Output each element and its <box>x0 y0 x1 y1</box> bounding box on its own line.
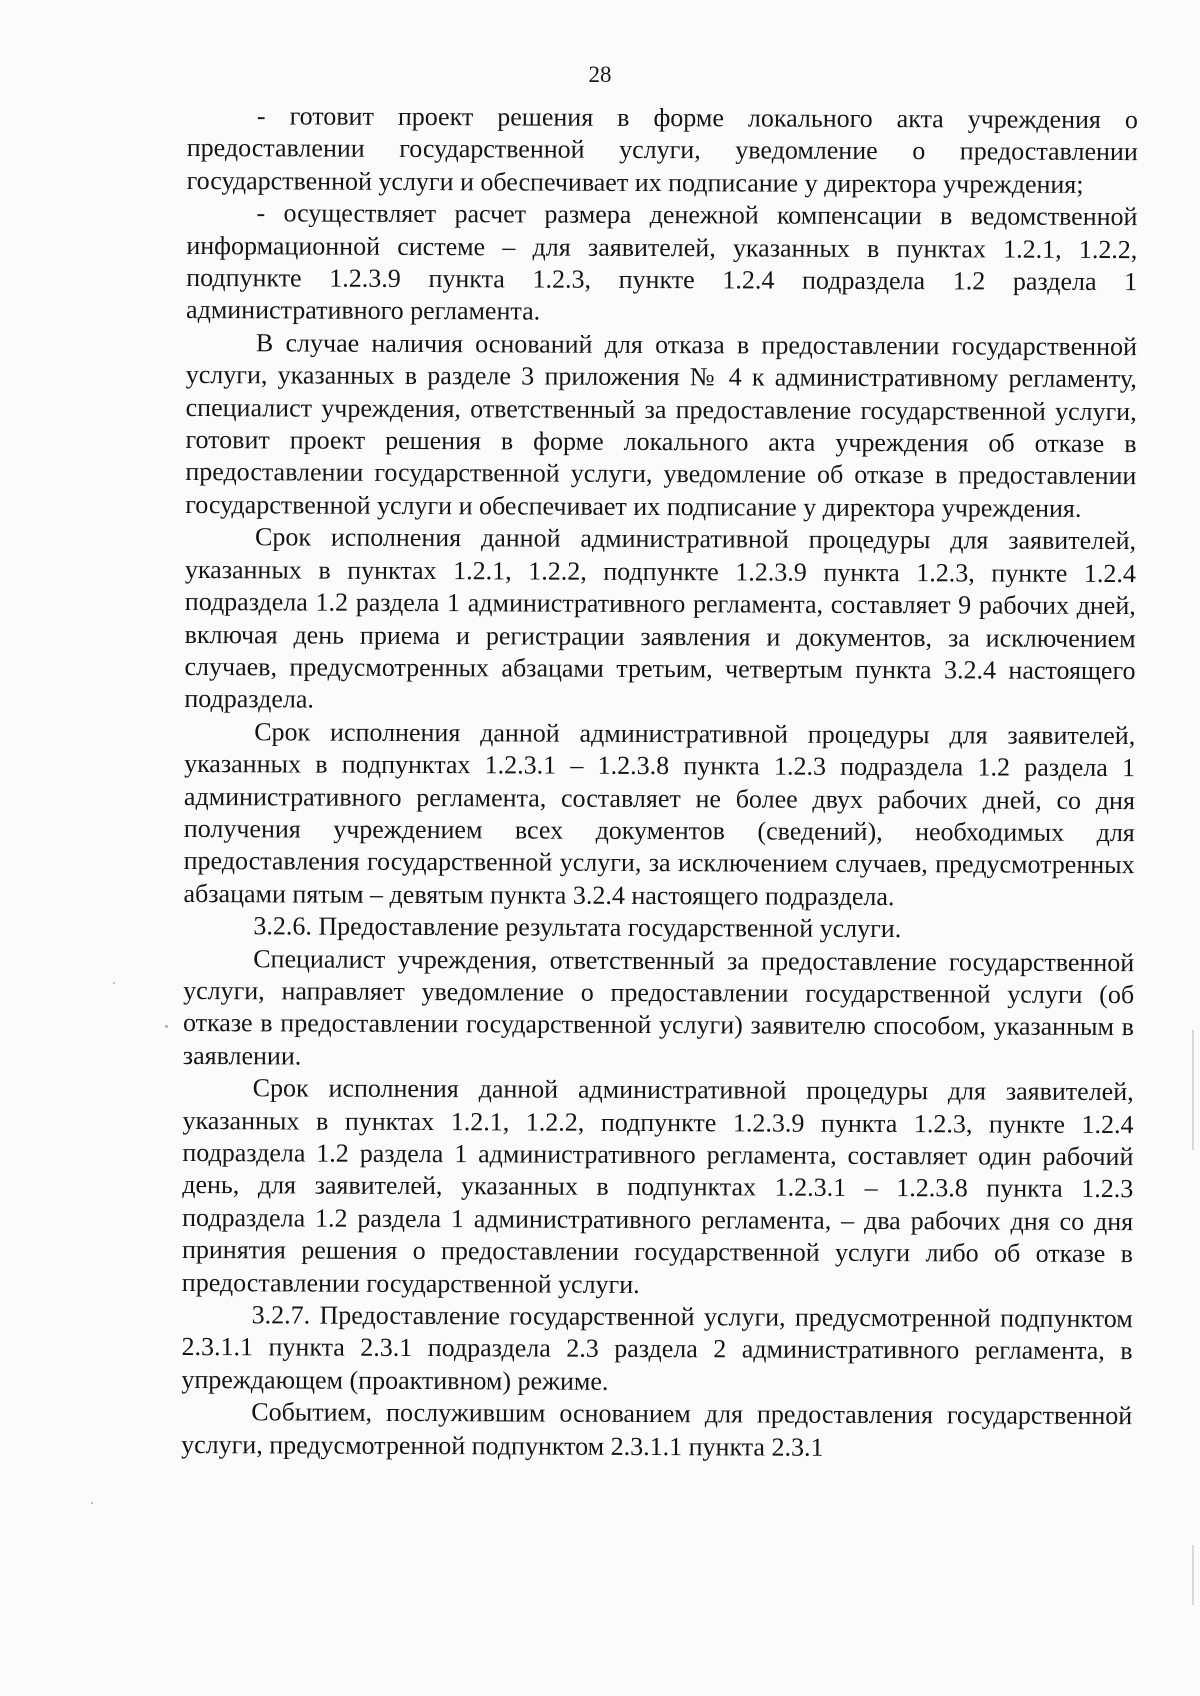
paragraph-10: Событием, послужившим основанием для предоставления государственной услуги, предусмотренной подпунктом 2.3.1.1 пункта 2.3.1 <box>181 1397 1133 1462</box>
scan-edge-mark <box>1192 1545 1194 1605</box>
paragraph-8: Срок исполнения данной административной процедуры для заявителей, указанных в пунктах 1.2.1, 1.2.2, подпункте 1.2.3.9 пункта 1.2.3, пункте 1.2.4 подраздела 1.2 раздела 1 административного регламента, составляет один рабочий день, для заявителей, указанных в подпунктах 1.2.3.1 – 1.2.3.8 пункта 1.2.3 подраздела 1.2 раздела 1 административного регламента, – два рабочих дня со дня принятия решения о предоставлении государственной услуги либо об отказе в предоставлении государственной услуги. <box>181 1073 1134 1299</box>
paragraph-7: Специалист учреждения, ответственный за предоставление государственной услуги, направляет уведомление о предоставлении государственной услуги (об отказе в предоставлении государственной услуги) заявителю способом, указанным в заявлении. <box>182 943 1135 1071</box>
scan-speck <box>113 982 115 984</box>
scan-speck <box>165 1025 168 1028</box>
paragraph-2: - осуществляет расчет размера денежной компенсации в ведомственной информационной системе – для заявителей, указанных в пунктах 1.2.1, 1.2.2, подпункте 1.2.3.9 пункта 1.2.3, пункте 1.2.4 подраздела 1.2 раздела 1 административного регламента. <box>186 198 1138 326</box>
scan-speck <box>91 1502 93 1504</box>
paragraph-1: - готовит проект решения в форме локального акта учреждения о предоставлении государственной услуги, уведомление о предоставлении государственной услуги и обеспечивает их подписание у директора учреждения; <box>186 101 1138 199</box>
section-heading-3-2-7: 3.2.7. Предоставление государственной услуги, предусмотренной подпунктом 2.3.1.1 пункта 2.3.1 подраздела 2.3 раздела 2 административного регламента, в упреждающем (проактивном) режиме. <box>181 1300 1133 1396</box>
scan-edge-mark <box>1192 1030 1194 1150</box>
paragraph-5: Срок исполнения данной административной процедуры для заявителей, указанных в подпунктах 1.2.3.1 – 1.2.3.8 пункта 1.2.3 подраздела 1.2 раздела 1 административного регламента, составляет не более двух рабочих дней, со дня получения учреждением всех документов (сведений), необходимых для предоставления государственной услуги, за исключением случаев, предусмотренных абзацами пятым – девятым пункта 3.2.4 настоящего подраздела. <box>183 717 1136 911</box>
page-number: 28 <box>588 62 612 87</box>
paragraph-4: Срок исполнения данной административной процедуры для заявителей, указанных в пунктах 1.2.1, 1.2.2, подпункте 1.2.3.9 пункта 1.2.3, пункте 1.2.4 подраздела 1.2 раздела 1 административного регламента, составляет 9 рабочих дней, включая день приема и регистрации заявления и документов, за исключением случаев, предусмотренных абзацами третьим, четвертым пункта 3.2.4 настоящего подраздела. <box>184 522 1137 714</box>
paragraph-3: В случае наличия оснований для отказа в предоставлении государственной услуги, указанных в разделе 3 приложения № 4 к административному регламенту, специалист учреждения, ответственный за предоставление государственной услуги, готовит проект решения в форме локального акта учреждения об отказе в предоставлении государственной услуги, уведомление об отказе в предоставлении государственной услуги и обеспечивает их подписание у директора учреждения. <box>185 328 1137 523</box>
document-body <box>181 100 1138 1465</box>
section-heading-3-2-6: 3.2.6. Предоставление результата государственной услуги. <box>253 911 902 944</box>
